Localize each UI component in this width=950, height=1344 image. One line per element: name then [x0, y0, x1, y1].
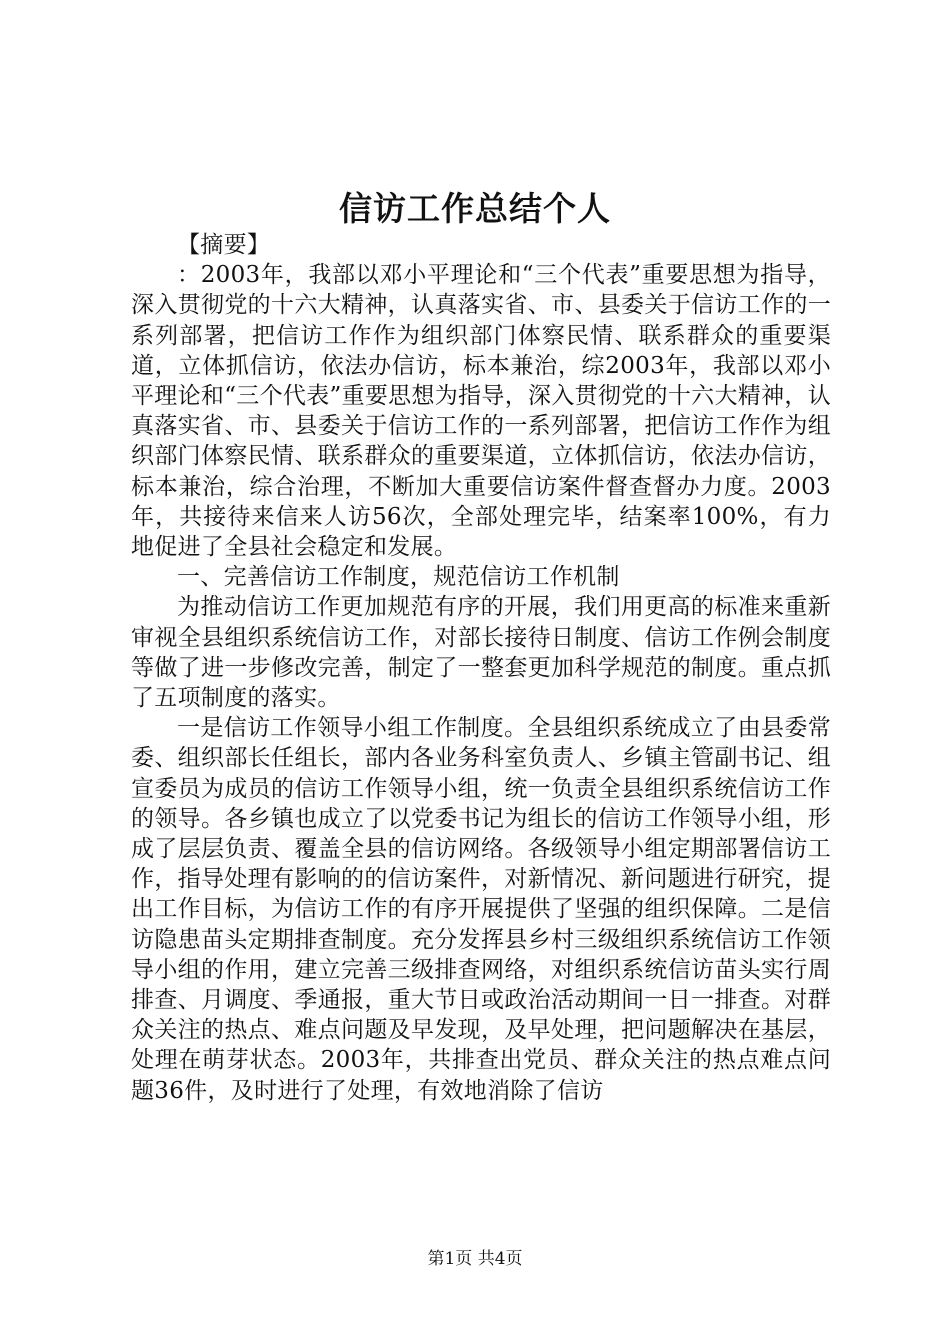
paragraph-abstract-label: 【摘要】	[177, 232, 271, 258]
paragraph-abstract: ：2003年，我部以邓小平理论和“三个代表”重要思想为指导，深入贯彻党的十六大精神，认真落实省、市、县委关于信访工作的一系列部署，把信访工作作为组织部门体察民情、联系群众的重要渠道，立体抓信访，依法办信访，标本兼治，综2003年，我部以邓小平理论和“三个代表”重要思想为指导，深入贯彻党的十六大精神，认真落实省、市、县委关于信访工作的一系列部署，把信访工作作为组织部门体察民情、联系群众的重要渠道，立体抓信访，依法办信访，标本兼治，综合治理，不断加大重要信访案件督查督办力度。2003年，共接待来信来人访56次，全部处理完毕，结案率100%，有力地促进了全县社会稳定和发展。	[131, 262, 831, 561]
paragraph-section-1-intro: 为推动信访工作更加规范有序的开展，我们用更高的标准来重新审视全县组织系统信访工作，对部长接待日制度、信访工作例会制度等做了进一步修改完善，制定了一整套更加科学规范的制度。重点抓了五项制度的落实。	[131, 594, 831, 712]
document-title: 信访工作总结个人	[339, 189, 611, 228]
section-heading-1: 一、完善信访工作制度，规范信访工作机制	[177, 564, 620, 591]
document-body	[131, 230, 831, 1106]
page-footer: 第1页 共4页	[427, 1249, 523, 1269]
paragraph-section-1-detail: 一是信访工作领导小组工作制度。全县组织系统成立了由县委常委、组织部长任组长，部内各业务科室负责人、乡镇主管副书记、组宣委员为成员的信访工作领导小组，统一负责全县组织系统信访工作的领导。各乡镇也成立了以党委书记为组长的信访工作领导小组，形成了层层负责、覆盖全县的信访网络。各级领导小组定期部署信访工作，指导处理有影响的的信访案件，对新情况、新问题进行研究，提出工作目标，为信访工作的有序开展提供了坚强的组织保障。二是信访隐患苗头定期排查制度。充分发挥县乡村三级组织系统信访工作领导小组的作用，建立完善三级排查网络，对组织系统信访苗头实行周排查、月调度、季通报，重大节日或政治活动期间一日一排查。对群众关注的热点、难点问题及早发现，及早处理，把问题解决在基层，处理在萌芽状态。2003年，共排查出党员、群众关注的热点难点问题36件，及时进行了处理，有效地消除了信访	[131, 715, 831, 1104]
